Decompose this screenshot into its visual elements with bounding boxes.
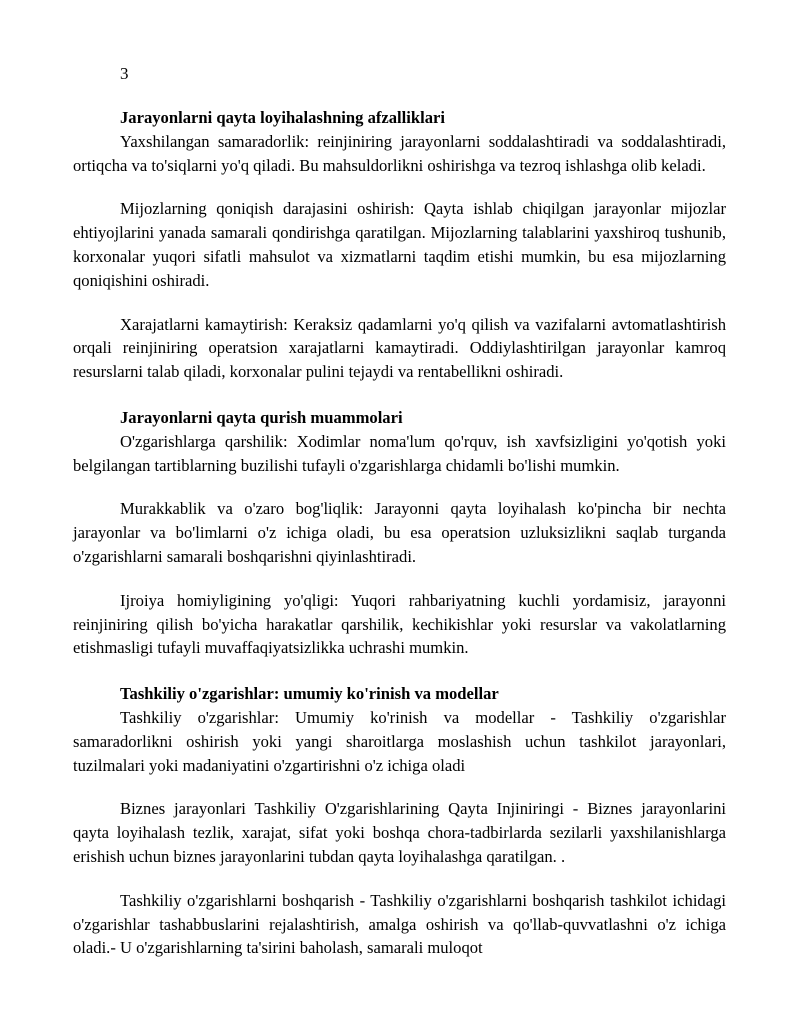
- section-heading: Jarayonlarni qayta qurish muammolari: [120, 407, 403, 427]
- paragraph: O'zgarishlarga qarshilik: Xodimlar noma'lum qo'rquv, ish xavfsizligini yo'qotish yoki belgilangan tartiblarning buzilishi tufayli o'zgarishlarga chidamli bo'lishi mumkin.: [73, 431, 726, 475]
- page-number: 3: [120, 64, 129, 83]
- paragraph: Tashkiliy o'zgarishlarni boshqarish - Tashkiliy o'zgarishlarni boshqarish tashkilot ichidagi o'zgarishlar tashabbuslarini rejalashtirish, amalga oshirish va qo'llab-quvvatlashni o'z ichiga oladi.- U o'zgarishlarning ta'sirini baholash, samarali muloqot: [73, 890, 726, 958]
- paragraph: Biznes jarayonlari Tashkiliy O'zgarishlarining Qayta Injiniringi - Biznes jarayonlarini qayta loyihalash tezlik, xarajat, sifat yoki boshqa chora-tadbirlarda sezilarli yaxshilanishlarga erishish uchun biznes jarayonlarini tubdan qayta loyihalashga qaratilgan. .: [73, 799, 726, 866]
- paragraph: Murakkablik va o'zaro bog'liqlik: Jarayonni qayta loyihalash ko'pincha bir nechta jarayonlar va bo'limlarni o'z ichiga oladi, bu esa operatsion uzluksizlikni saqlab turganda o'zgarishlarni samarali boshqarishni qiyinlashtiradi.: [73, 499, 726, 566]
- paragraph: Yaxshilangan samaradorlik: reinjiniring jarayonlarni soddalashtiradi va soddalashtiradi, ortiqcha va to'siqlarni yo'q qiladi. Bu mahsuldorlikni oshirishga va tezroq ishlashga olib keladi.: [73, 131, 726, 175]
- section-heading: Tashkiliy o'zgarishlar: umumiy ko'rinish va modellar: [120, 684, 499, 704]
- paragraph: Xarajatlarni kamaytirish: Keraksiz qadamlarni yo'q qilish va vazifalarni avtomatlashtirish orqali reinjiniring operatsion xarajatlarni kamaytiradi. Oddiylashtirilgan jarayonlar kamroq resurslarni talab qiladi, korxonalar pulini tejaydi va rentabellikni oshiradi.: [73, 314, 726, 382]
- paragraph: Mijozlarning qoniqish darajasini oshirish: Qayta ishlab chiqilgan jarayonlar mijozlar ehtiyojlarini yanada samarali qondirishga qaratilgan. Mijozlarning talablarini yaxshiroq tushunib, korxonalar yuqori sifatli mahsulot va xizmatlarni taqdim etishi mumkin, bu esa mijozlarning qoniqishini oshiradi.: [73, 199, 726, 290]
- section-heading: Jarayonlarni qayta loyihalashning afzalliklari: [120, 108, 446, 127]
- paragraph: Ijroiya homiyligining yo'qligi: Yuqori rahbariyatning kuchli yordamisiz, jarayonni reinjiniring qilish bo'yicha harakatlar qarshilik, kechikishlar yoki resurslar va vakolatlarning etishmasligi tufayli muvaffaqiyatsizlikka uchrashi mumkin.: [73, 590, 726, 658]
- document-body: [73, 106, 726, 960]
- paragraph: Tashkiliy o'zgarishlar: Umumiy ko'rinish va modellar - Tashkiliy o'zgarishlar samaradorlikni oshirish yoki yangi sharoitlarga moslashish uchun tashkilot jarayonlari, tuzilmalari yoki madaniyatini o'zgartirishni o'z ichiga oladi: [73, 707, 726, 775]
